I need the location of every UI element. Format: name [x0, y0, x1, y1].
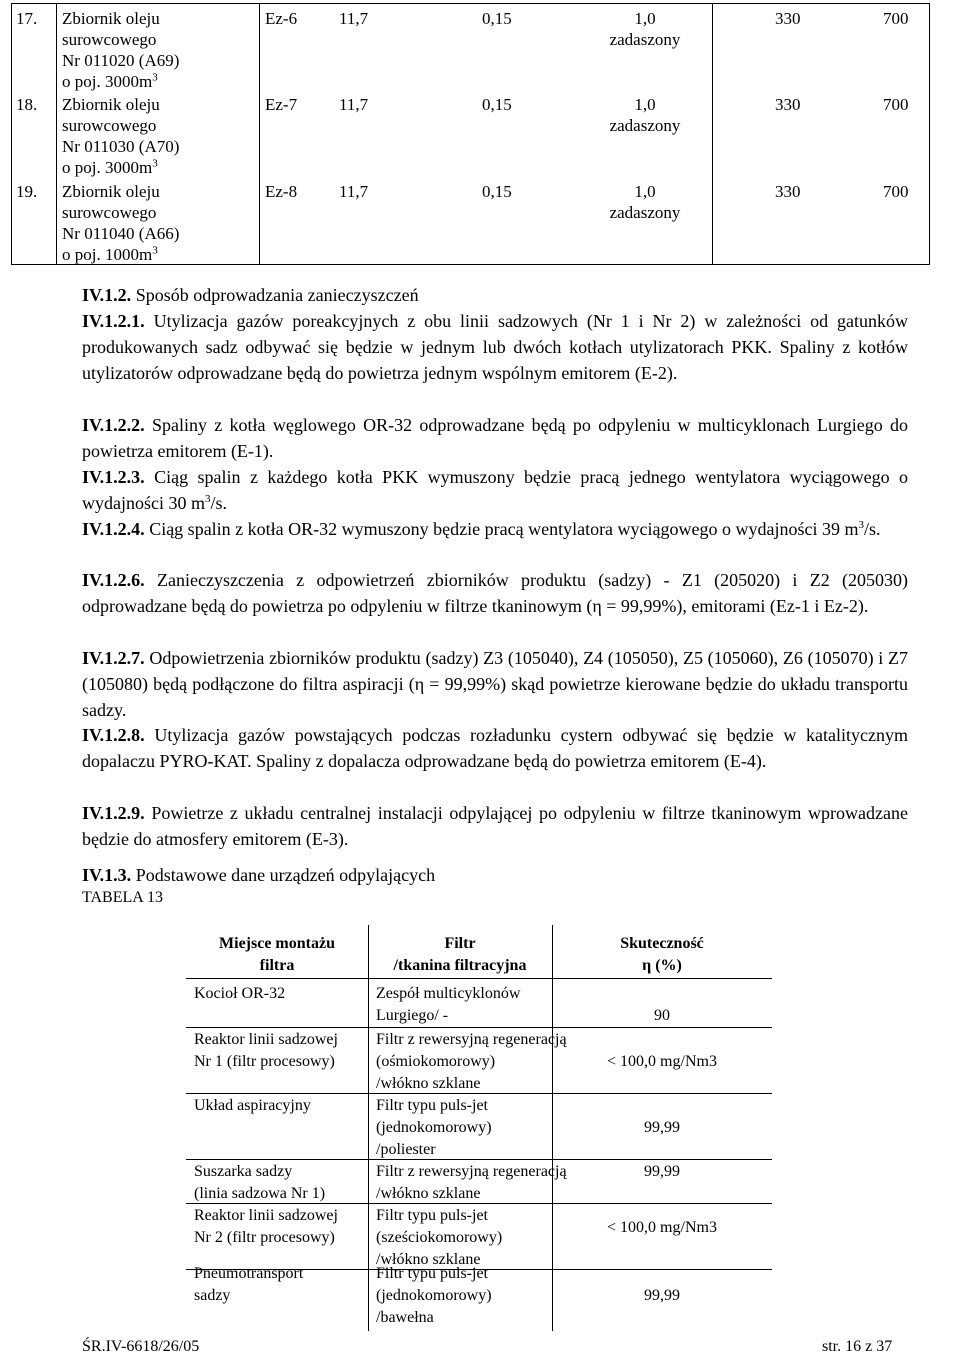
value-a: 330: [775, 182, 801, 201]
header-divider: [186, 978, 772, 979]
efficiency-cell: 99,99: [644, 1119, 680, 1136]
row-divider: [186, 1159, 772, 1160]
document-reference: ŚR.IV-6618/26/05: [82, 1338, 200, 1355]
paragraph: IV.1.2.3. Ciąg spalin z każdego kotła PKK wymuszony będzie pracą jednego wentylatora wyciągowego o wydajności 30 $m^3/s$.: [82, 467, 909, 513]
emitter-params-column: [260, 4, 713, 265]
emitter-cover: 1,0 zadaszony: [609, 182, 681, 222]
efficiency-cell: 99,99: [644, 1163, 680, 1180]
emitter-cover: 1,0 zadaszony: [609, 9, 681, 49]
emitter-diameter: 0,15: [482, 182, 512, 201]
value-b: 700: [883, 182, 909, 201]
section-heading: IV.1.3. Podstawowe dane urządzeń odpylających: [82, 865, 436, 885]
row-divider: [186, 1093, 772, 1094]
header-filter: Filtr /tkanina filtracyjna: [393, 935, 527, 974]
place-cell: Układ aspiracyjny: [194, 1097, 311, 1114]
filter-cell: Zespół multicyklonów Lurgiego/ -: [376, 985, 521, 1024]
row-divider: [186, 1027, 772, 1028]
filter-table: [186, 925, 772, 1331]
paragraph: IV.1.2.6. Zanieczyszczenia z odpowietrzeń zbiorników produktu (sadzy) - Z1 (205020) i Z2 (205030) odprowadzane będą do powietrza po odpyleniu w filtrze tkaninowym (η = 99,99%), emitorami (Ez-1 i Ez-2).: [82, 570, 908, 616]
place-cell: Reaktor linii sadzowej Nr 2 (filtr procesowy): [194, 1207, 338, 1246]
table-caption: TABELA 13: [82, 889, 163, 906]
emitter-height: 11,7: [339, 95, 369, 114]
paragraph: IV.1.2.8. Utylizacja gazów powstających podczas rozładunku cystern odbywać się będzie w katalitycznym dopalaczu PYRO-KAT. Spaliny z dopalacza odprowadzane będą do powietrza emitorem (E-4).: [82, 725, 909, 771]
place-cell: Kocioł OR-32: [194, 985, 286, 1002]
tank-name: Zbiornik oleju surowcowego Nr 011020 (A69) o poj. $3000m^3$: [62, 9, 180, 91]
section-heading: IV.1.2. Sposób odprowadzania zanieczyszczeń: [82, 285, 419, 305]
paragraph: IV.1.2.9. Powietrze z układu centralnej instalacji odpylającej po odpyleniu w filtrze tkaninowym wprowadzane będzie do atmosfery emitorem (E-3).: [82, 803, 909, 849]
page-number: str. 16 z 37: [822, 1338, 893, 1355]
filter-cell: Filtr typu puls-jet (jednokomorowy) /poliester: [376, 1097, 492, 1158]
emitter-id: Ez-6: [265, 9, 298, 28]
paragraph: IV.1.2.4. Ciąg spalin z kotła OR-32 wymuszony będzie pracą wentylatora wyciągowego o wydajności 39 $m^3/s$.: [82, 519, 881, 539]
efficiency-cell: 99,99: [644, 1287, 680, 1304]
header-place: Miejsce montażu filtra: [219, 935, 335, 974]
emitter-id: Ez-7: [265, 95, 298, 114]
emitter-diameter: 0,15: [482, 95, 512, 114]
place-cell: Reaktor linii sadzowej Nr 1 (filtr procesowy): [194, 1031, 338, 1070]
tank-names-column: [57, 4, 260, 265]
efficiency-cell: < 100,0 mg/Nm3: [607, 1219, 717, 1236]
efficiency-cell: < 100,0 mg/Nm3: [607, 1053, 717, 1070]
emitter-diameter: 0,15: [482, 9, 512, 28]
tank-name: Zbiornik oleju surowcowego Nr 011030 (A70) o poj. $3000m^3$: [62, 95, 180, 177]
tank-name: Zbiornik oleju surowcowego Nr 011040 (A66) o poj. $1000m^3$: [62, 182, 180, 264]
paragraph: IV.1.2.2. Spaliny z kotła węglowego OR-32 odprowadzane będą po odpyleniu w multicyklonach Lurgiego do powietrza emitorem (E-1).: [82, 415, 908, 461]
filter-cell: Filtr typu puls-jet (jednokomorowy) /bawełna: [376, 1265, 492, 1326]
value-b: 700: [883, 9, 909, 28]
column-divider: [368, 925, 369, 1331]
emitter-id: Ez-8: [265, 182, 298, 201]
value-a: 330: [775, 95, 801, 114]
header-efficiency: Skuteczność η (%): [620, 935, 704, 974]
paragraph: IV.1.2.7. Odpowietrzenia zbiorników produktu (sadzy) Z3 (105040), Z4 (105050), Z5 (105060), Z6 (105070) i Z7 (105080) będą podłączone do filtra aspiracji (η = 99,99%) skąd powietrze kierowane będzie do układu transportu sadzy.: [82, 648, 908, 720]
emitter-height: 11,7: [339, 9, 369, 28]
emission-values-column: [713, 4, 930, 265]
emitters-table: [11, 3, 930, 265]
filter-cell: Filtr z rewersyjną regeneracją (ośmiokomorowy) /włókno szklane: [376, 1031, 567, 1092]
paragraph: IV.1.2.1. Utylizacja gazów poreakcyjnych z obu linii sadzowych (Nr 1 i Nr 2) w zależności od gatunków produkowanych sadz odbywać się będzie w jednym lub dwóch kotłach utylizatorach PKK. Spaliny z kotłów utylizatorów odprowadzane będą do powietrza jednym wspólnym emitorem (E-2).: [82, 311, 909, 383]
row-number: 18.: [16, 95, 38, 114]
filter-cell: Filtr typu puls-jet (sześciokomorowy) /włókno szklane: [376, 1207, 503, 1268]
filter-cell: Filtr z rewersyjną regeneracją /włókno szklane: [376, 1163, 567, 1202]
row-divider: [186, 1203, 772, 1204]
value-b: 700: [883, 95, 909, 114]
emitter-cover: 1,0 zadaszony: [609, 95, 681, 135]
row-number: 17.: [16, 9, 38, 28]
value-a: 330: [775, 9, 801, 28]
place-cell: Suszarka sadzy (linia sadzowa Nr 1): [194, 1163, 326, 1202]
row-numbers-column: [12, 4, 57, 265]
emitter-height: 11,7: [339, 182, 369, 201]
place-cell: Pneumotransport sadzy: [194, 1265, 304, 1304]
efficiency-cell: 90: [654, 1007, 670, 1024]
row-number: 19.: [16, 182, 38, 201]
